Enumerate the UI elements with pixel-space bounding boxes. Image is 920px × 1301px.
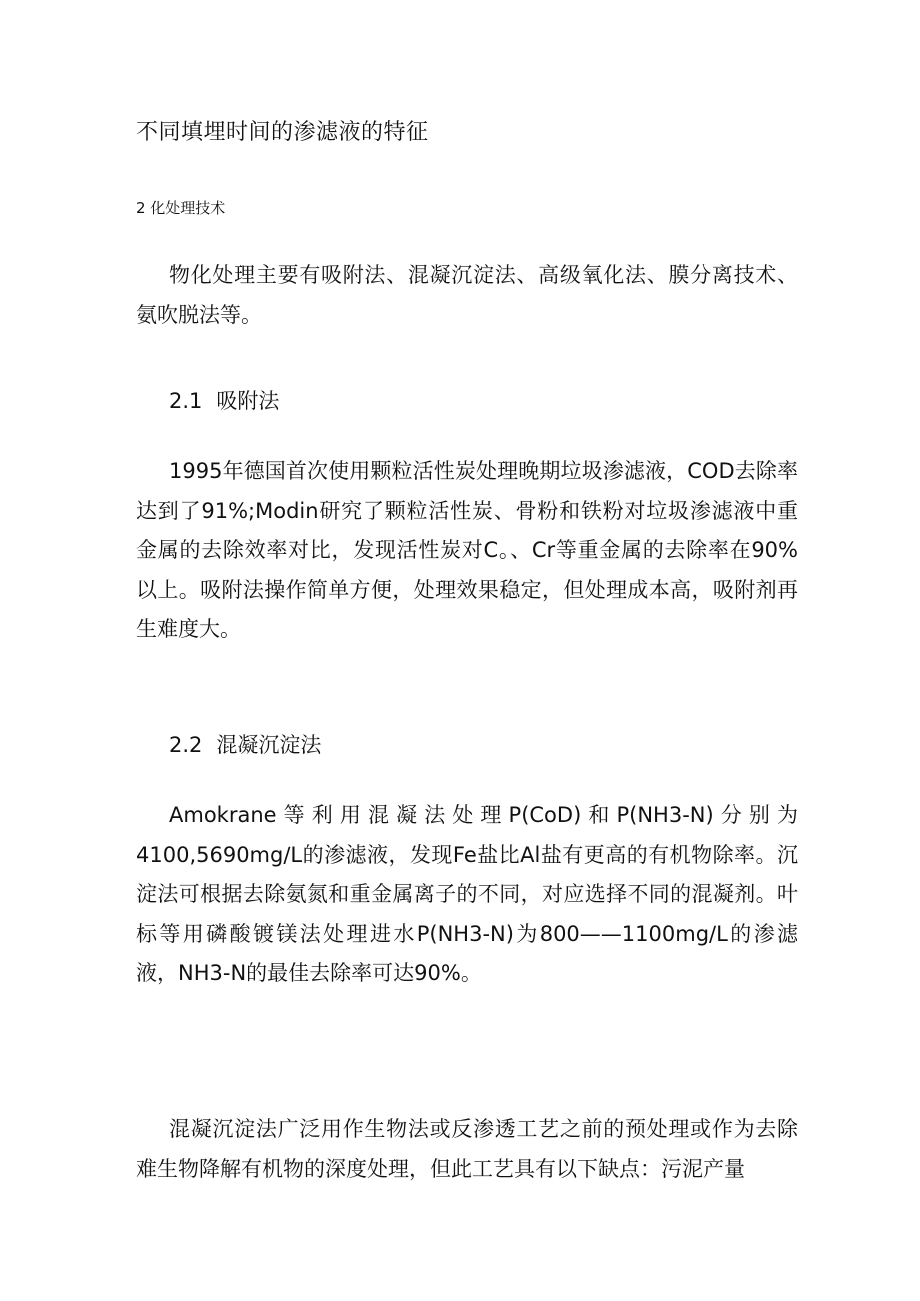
section-2-2-title: 混凝沉淀法: [216, 733, 322, 757]
section-2-1-paragraph: 1995年德国首次使用颗粒活性炭处理晚期垃圾渗滤液，COD去除率达到了91%;Modin研究了颗粒活性炭、骨粉和铁粉对垃圾渗滤液中重金属的去除效率对比，发现活性炭对C。、Cr等重金属的去除率在90%以上。吸附法操作简单方便，处理效果稳定，但处理成本高，吸附剂再生难度大。: [136, 459, 798, 641]
section-2-2-number: 2.2: [169, 733, 203, 757]
intro-paragraph: 物化处理主要有吸附法、混凝沉淀法、高级氧化法、膜分离技术、氨吹脱法等。: [136, 263, 798, 327]
section-2-1-number: 2.1: [169, 389, 203, 413]
section-2-1-heading: [169, 386, 279, 416]
section-2-2-paragraph-1: Amokrane等利用混凝法处理P(CoD)和P(NH3-N)分别为4100,5690mg∕L的渗滤液，发现Fe盐比Al盐有更高的有机物除率。沉淀法可根据去除氨氮和重金属离子的不同，对应选择不同的混凝剂。叶标等用磷酸镀镁法处理进水P(NH3-N)为800——1100mg∕L的渗滤液，NH3-N的最佳去除率可达90%。: [136, 803, 798, 985]
section-2-1-title: 吸附法: [216, 389, 280, 413]
page-title: 不同填埋时间的渗滤液的特征: [136, 120, 429, 145]
section-2-2-paragraph-2: 混凝沉淀法广泛用作生物法或反渗透工艺之前的预处理或作为去除难生物降解有机物的深度处理，但此工艺具有以下缺点：污泥产量: [136, 1117, 798, 1181]
section-2-2-heading: [169, 730, 321, 760]
section-2-label: 2 化处理技术: [136, 199, 226, 217]
